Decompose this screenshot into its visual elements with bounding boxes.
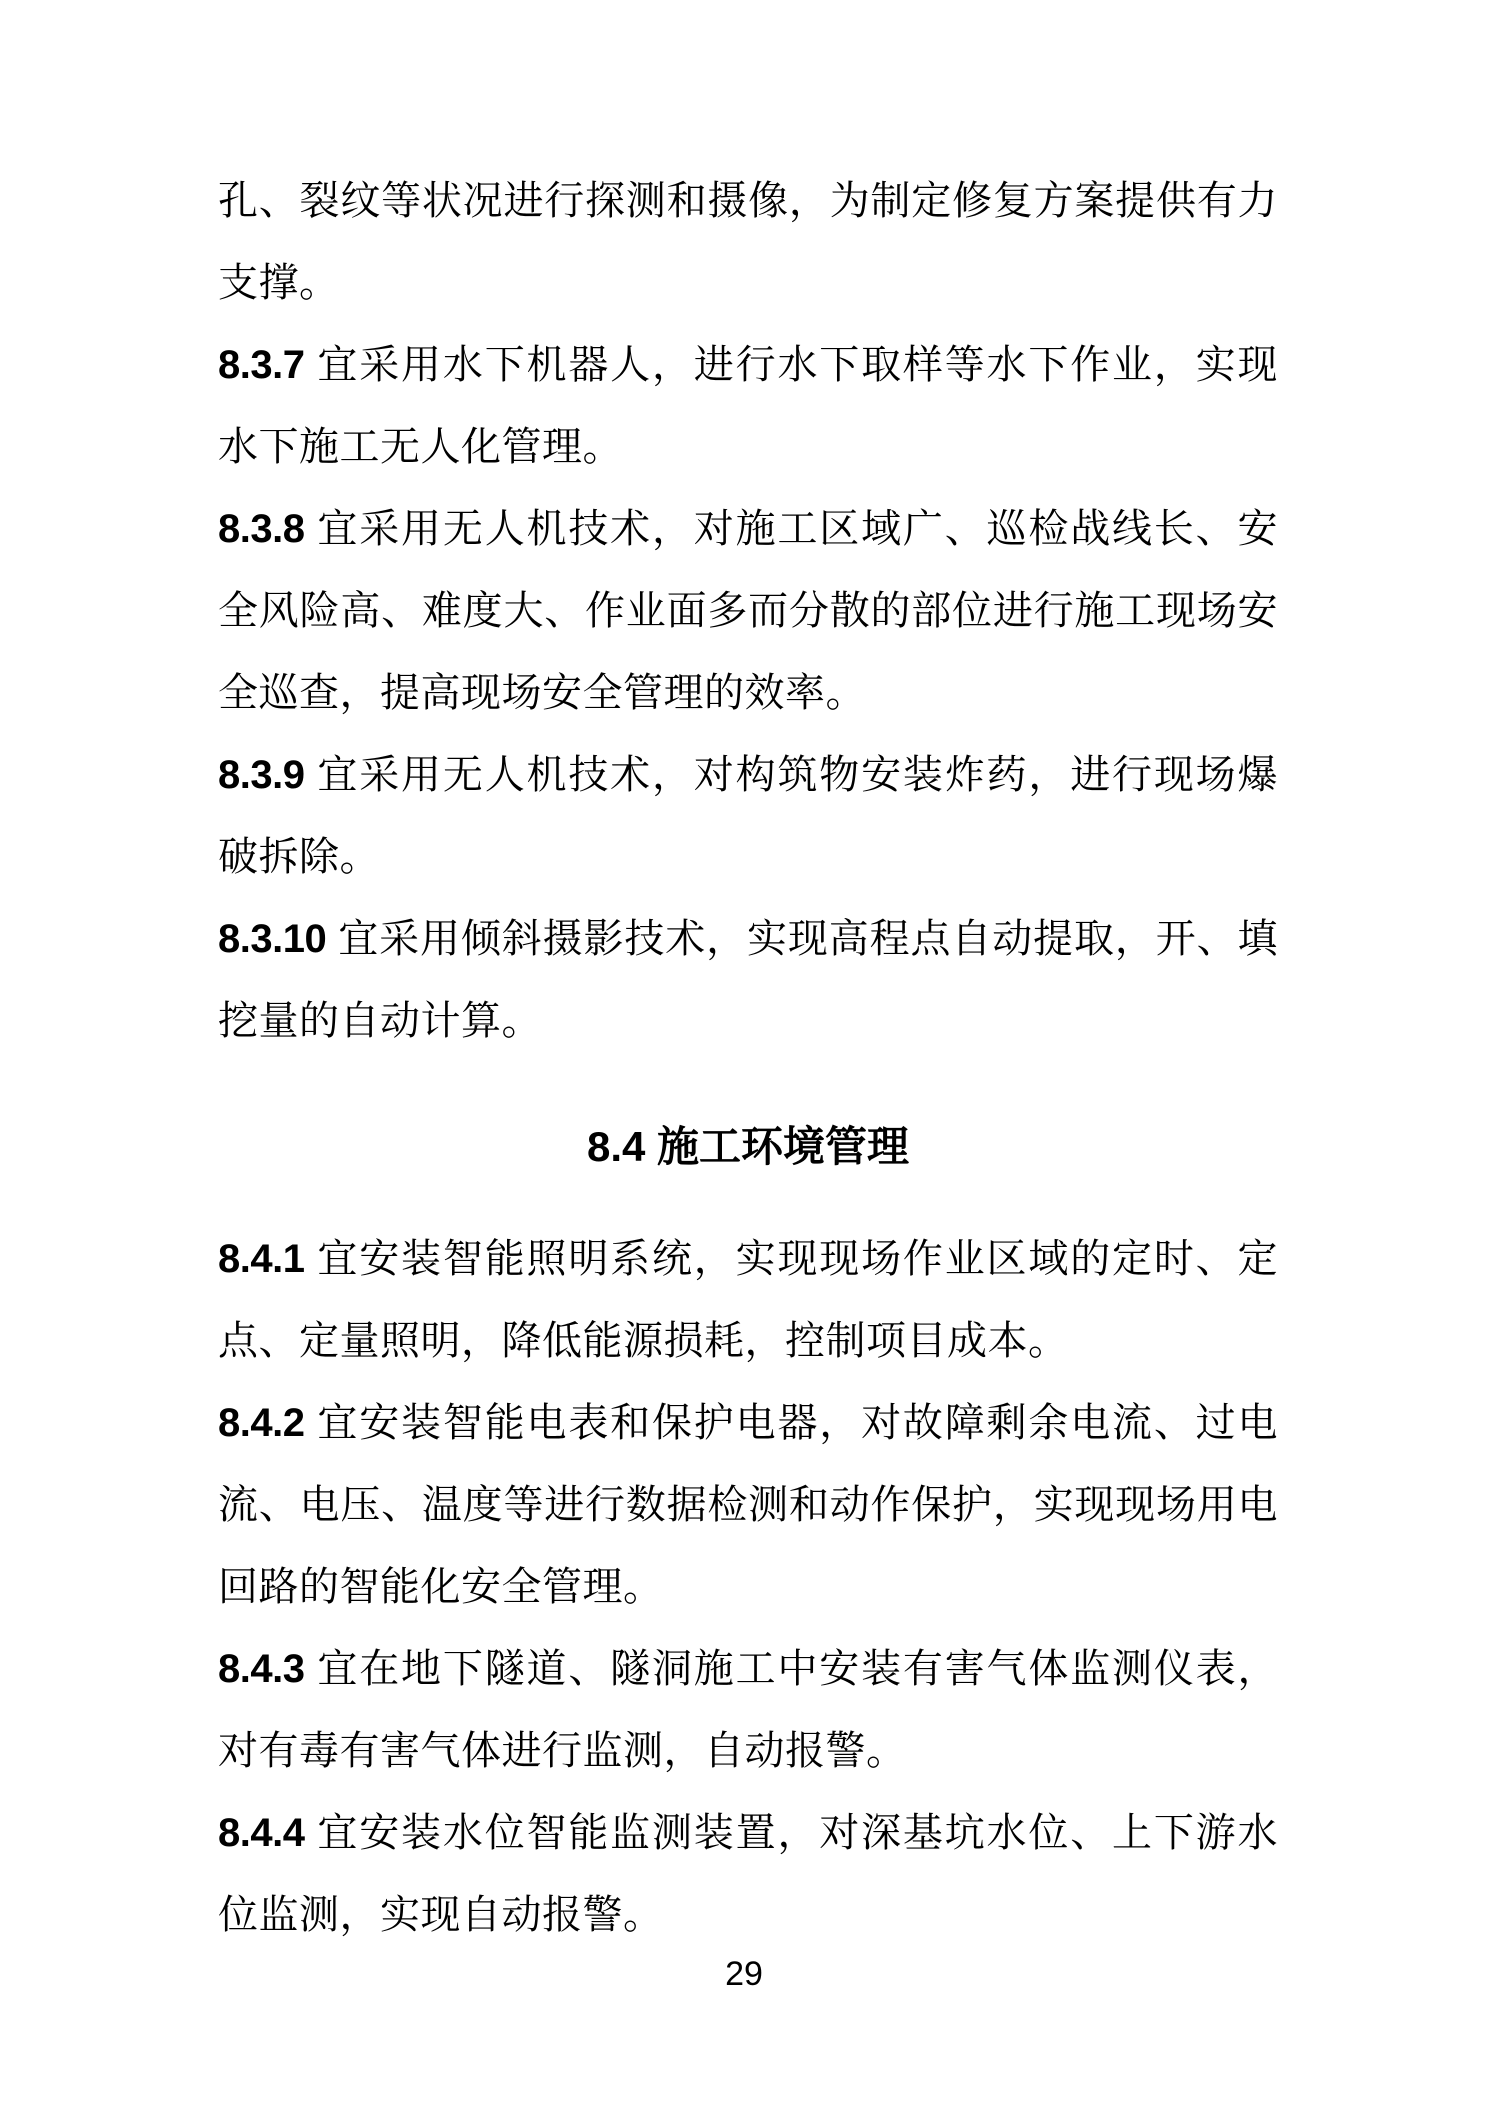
clause-text: 宜采用无人机技术，对构筑物安装炸药，进行现场爆破拆除。 — [218, 753, 1278, 879]
clause-8-4-3 — [218, 1628, 1278, 1792]
paragraph-continuation — [218, 160, 1278, 324]
clause-number: 8.4.1 — [218, 1237, 305, 1281]
clause-8-4-1 — [218, 1218, 1278, 1382]
clause-text: 宜采用水下机器人，进行水下取样等水下作业，实现水下施工无人化管理。 — [218, 343, 1278, 469]
clause-8-3-9 — [218, 734, 1278, 898]
paragraph-text: 孔、裂纹等状况进行探测和摄像，为制定修复方案提供有力支撑。 — [218, 179, 1278, 305]
clause-number: 8.3.10 — [218, 917, 327, 961]
page-number: 29 — [725, 1955, 763, 1993]
clause-number: 8.3.8 — [218, 507, 305, 551]
clause-number: 8.4.2 — [218, 1401, 305, 1445]
clause-text: 宜安装智能照明系统，实现现场作业区域的定时、定点、定量照明，降低能源损耗，控制项目成本。 — [218, 1237, 1278, 1363]
clause-text: 宜在地下隧道、隧洞施工中安装有害气体监测仪表，对有毒有害气体进行监测，自动报警。 — [218, 1647, 1278, 1773]
clause-8-3-7 — [218, 324, 1278, 488]
clause-number: 8.3.9 — [218, 753, 305, 797]
clause-number: 8.4.3 — [218, 1647, 305, 1691]
clause-8-3-10 — [218, 898, 1278, 1062]
clause-8-4-2 — [218, 1382, 1278, 1628]
clause-text: 宜采用倾斜摄影技术，实现高程点自动提取，开、填挖量的自动计算。 — [218, 917, 1278, 1043]
clause-8-4-4 — [218, 1792, 1278, 1956]
page-content — [218, 160, 1278, 1956]
clause-number: 8.3.7 — [218, 343, 305, 387]
clause-text: 宜安装水位智能监测装置，对深基坑水位、上下游水位监测，实现自动报警。 — [218, 1811, 1278, 1937]
clause-8-3-8 — [218, 488, 1278, 734]
clause-number: 8.4.4 — [218, 1811, 305, 1855]
section-heading-8-4: 8.4 施工环境管理 — [586, 1123, 910, 1170]
clause-text: 宜安装智能电表和保护电器，对故障剩余电流、过电流、电压、温度等进行数据检测和动作保护，实现现场用电回路的智能化安全管理。 — [218, 1401, 1278, 1609]
clause-text: 宜采用无人机技术，对施工区域广、巡检战线长、安全风险高、难度大、作业面多而分散的部位进行施工现场安全巡查，提高现场安全管理的效率。 — [218, 507, 1278, 715]
